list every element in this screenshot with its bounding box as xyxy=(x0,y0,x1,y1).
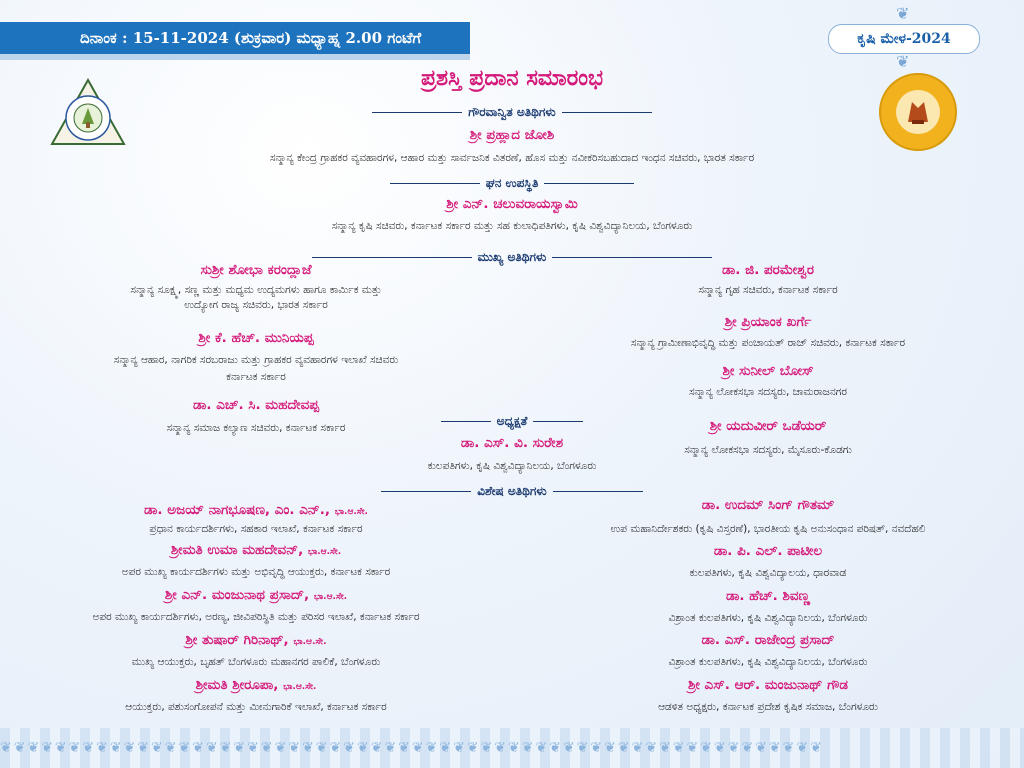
divider-line xyxy=(390,183,480,184)
chief-guest-name: ಸುಶ್ರೀ ಶೋಭಾ ಕರಂದ್ಲಾಜೆ xyxy=(200,262,312,278)
ias-suffix: ಭಾ.ಆ.ಸೇ. xyxy=(283,682,317,692)
ias-suffix: ಭಾ.ಆ.ಸೇ. xyxy=(307,547,342,557)
special-guest-desc: ಉಪ ಮಹಾನಿರ್ದೇಶಕರು (ಕೃಷಿ ವಿಸ್ತರಣೆ), ಭಾರತೀಯ ಕೃಷಿ ಅನುಸಂಧಾನ ಪರಿಷತ್, ನವದೆಹಲಿ xyxy=(610,523,926,535)
special-guest-desc: ಅಪರ ಮುಖ್ಯ ಕಾರ್ಯದರ್ಶಿಗಳು ಮತ್ತು ಅಭಿವೃದ್ಧಿ ಆಯುಕ್ತರು, ಕರ್ನಾಟಕ ಸರ್ಕಾರ xyxy=(121,566,391,578)
ias-suffix: ಭಾ.ಆ.ಸೇ. xyxy=(334,507,368,517)
divider-line xyxy=(544,183,634,184)
divider-line xyxy=(552,257,712,258)
special-guest-name: ಡಾ. ಪಿ. ಎಲ್. ಪಾಟೀಲ xyxy=(713,543,823,559)
section-chair xyxy=(0,414,1024,429)
special-guest-desc: ಅಪರ ಮುಖ್ಯ ಕಾರ್ಯದರ್ಶಿಗಳು, ಅರಣ್ಯ, ಜೀವಿಪರಿಸ್ಥಿತಿ ಮತ್ತು ಪರಿಸರ ಇಲಾಖೆ, ಕರ್ನಾಟಕ ಸರ್ಕಾರ xyxy=(92,611,420,623)
ias-suffix: ಭಾ.ಆ.ಸೇ. xyxy=(293,637,327,647)
chief-guest-name: ಡಾ. ಎಚ್. ಸಿ. ಮಹದೇವಪ್ಪ xyxy=(193,397,319,413)
divider-line xyxy=(441,421,491,422)
page-title: ಪ್ರಶಸ್ತಿ ಪ್ರದಾನ ಸಮಾರಂಭ xyxy=(420,66,604,91)
chair-desc: ಕುಲಪತಿಗಳು, ಕೃಷಿ ವಿಶ್ವವಿದ್ಯಾನಿಲಯ, ಬೆಂಗಳೂರು xyxy=(427,460,597,472)
special-guest-name xyxy=(0,632,512,648)
section-honoured-guests xyxy=(0,105,1024,120)
section-label: ಅಧ್ಯಕ್ಷತೆ xyxy=(496,414,528,428)
divider-line xyxy=(533,421,583,422)
guest-name-text: ಶ್ರೀಮತಿ ಉಮಾ ಮಹದೇವನ್, xyxy=(170,542,304,558)
krishi-mela-badge: ಕೃಷಿ ಮೇಳ-2024 xyxy=(828,24,980,54)
ias-suffix: ಭಾ.ಆ.ಸೇ. xyxy=(313,592,348,602)
guest-name-text: ಶ್ರೀ ತುಷಾರ್ ಗಿರಿನಾಥ್, xyxy=(185,632,289,648)
flourish-bottom-icon: ❦ xyxy=(896,52,910,71)
special-guest-desc: ಆಯುಕ್ತರು, ಪಶುಸಂಗೋಪನೆ ಮತ್ತು ಮೀನುಗಾರಿಕೆ ಇಲಾಖೆ, ಕರ್ನಾಟಕ ಸರ್ಕಾರ xyxy=(125,701,387,713)
special-guest-desc: ಕುಲಪತಿಗಳು, ಕೃಷಿ ವಿಶ್ವವಿದ್ಯಾಲಯ, ಧಾರವಾಡ xyxy=(689,567,847,579)
special-guest-name xyxy=(0,587,512,603)
chair-name: ಡಾ. ಎಸ್. ವಿ. ಸುರೇಶ xyxy=(460,435,564,451)
chief-guest-desc: ಸನ್ಮಾನ್ಯ ಸೂಕ್ಷ್ಮ, ಸಣ್ಣ ಮತ್ತು ಮಧ್ಯಮ ಉದ್ಯಮಗಳು ಹಾಗೂ ಕಾರ್ಮಿಕ ಮತ್ತು xyxy=(130,284,382,296)
special-guest-name xyxy=(0,502,512,518)
special-guest-name: ಶ್ರೀ ಎಸ್. ಆರ್. ಮಂಜುನಾಥ್ ಗೌಡ xyxy=(687,677,849,693)
chief-guest-desc: ಸನ್ಮಾನ್ಯ ಗ್ರಾಮೀಣಾಭಿವೃದ್ಧಿ ಮತ್ತು ಪಂಚಾಯತ್ ರಾಜ್ ಸಚಿವರು, ಕರ್ನಾಟಕ ಸರ್ಕಾರ xyxy=(630,337,906,349)
chief-guest-name: ಶ್ರೀ ಯದುವೀರ್ ಒಡೆಯರ್ xyxy=(709,418,827,434)
date-banner-shadow xyxy=(0,54,470,60)
special-guest-desc: ಆಡಳಿತ ಅಧ್ಯಕ್ಷರು, ಕರ್ನಾಟಕ ಪ್ರದೇಶ ಕೃಷಿಕ ಸಮಾಜ, ಬೆಂಗಳೂರು xyxy=(658,701,878,713)
guest-name: ಶ್ರೀ ಎನ್. ಚಲುವರಾಯಸ್ವಾಮಿ xyxy=(446,196,578,212)
chief-guest-desc: ಕರ್ನಾಟಕ ಸರ್ಕಾರ xyxy=(226,371,286,383)
section-presence xyxy=(0,176,1024,191)
divider-line xyxy=(562,112,652,113)
flourish-top-icon: ❦ xyxy=(896,4,910,23)
special-guest-name xyxy=(0,677,512,693)
divider-line xyxy=(553,491,643,492)
divider-line xyxy=(381,491,471,492)
special-guest-name: ಡಾ. ಎಸ್. ರಾಜೇಂದ್ರ ಪ್ರಸಾದ್ xyxy=(701,632,835,648)
chief-guest-name: ಡಾ. ಜಿ. ಪರಮೇಶ್ವರ xyxy=(721,262,815,278)
special-guest-name xyxy=(0,542,512,558)
section-label: ಘನ ಉಪಸ್ಥಿತಿ xyxy=(485,176,539,190)
section-label: ಮುಖ್ಯ ಅತಿಥಿಗಳು xyxy=(477,250,547,264)
special-guest-name: ಡಾ. ಹೆಚ್. ಶಿವಣ್ಣ xyxy=(725,588,811,604)
special-guest-desc: ವಿಶ್ರಾಂತ ಕುಲಪತಿಗಳು, ಕೃಷಿ ವಿಶ್ವವಿದ್ಯಾನಿಲಯ, ಬೆಂಗಳೂರು xyxy=(668,612,868,624)
special-guest-desc: ಪ್ರಧಾನ ಕಾರ್ಯದರ್ಶಿಗಳು, ಸಹಕಾರ ಇಲಾಖೆ, ಕರ್ನಾಟಕ ಸರ್ಕಾರ xyxy=(149,523,363,535)
chief-guest-desc: ಸನ್ಮಾನ್ಯ ಸಮಾಜ ಕಲ್ಯಾಣ ಸಚಿವರು, ಕರ್ನಾಟಕ ಸರ್ಕಾರ xyxy=(166,422,346,434)
chief-guest-desc: ಸನ್ಮಾನ್ಯ ಗೃಹ ಸಚಿವರು, ಕರ್ನಾಟಕ ಸರ್ಕಾರ xyxy=(698,284,838,296)
guest-desc: ಸನ್ಮಾನ್ಯ ಕೃಷಿ ಸಚಿವರು, ಕರ್ನಾಟಕ ಸರ್ಕಾರ ಮತ್ತು ಸಹ ಕುಲಾಧಿಪತಿಗಳು, ಕೃಷಿ ವಿಶ್ವವಿದ್ಯಾನಿಲಯ, ಬೆಂಗಳೂರು xyxy=(331,220,693,232)
section-label: ವಿಶೇಷ ಅತಿಥಿಗಳು xyxy=(477,484,547,498)
chief-guest-name: ಶ್ರೀ ಸುನೀಲ್ ಬೋಸ್ xyxy=(722,363,814,379)
chief-guest-name: ಶ್ರೀ ಪ್ರಿಯಾಂಕ ಖರ್ಗೆ xyxy=(724,314,812,330)
divider-line xyxy=(312,257,472,258)
divider-line xyxy=(372,112,462,113)
section-label: ಗೌರವಾನ್ವಿತ ಅತಿಥಿಗಳು xyxy=(468,105,556,119)
guest-desc: ಸನ್ಮಾನ್ಯ ಕೇಂದ್ರ ಗ್ರಾಹಕರ ವ್ಯವಹಾರಗಳ, ಆಹಾರ ಮತ್ತು ಸಾರ್ವಜನಿಕ ವಿತರಣೆ, ಹೊಸ ಮತ್ತು ನವೀಕರಿಸಬಹುದಾದ ಇಂಧನ ಸಚಿವರು, ಭಾರತ ಸರ್ಕಾರ xyxy=(269,152,755,164)
guest-name-text: ಡಾ. ಅಜಯ್ ನಾಗಭೂಷಣ, ಎಂ. ಎನ್., xyxy=(144,502,330,518)
special-guest-desc: ಮುಖ್ಯ ಆಯುಕ್ತರು, ಬೃಹತ್ ಬೆಂಗಳೂರು ಮಹಾನಗರ ಪಾಲಿಕೆ, ಬೆಂಗಳೂರು xyxy=(131,656,381,668)
guest-name: ಶ್ರೀ ಪ್ರಹ್ಲಾದ ಜೋಶಿ xyxy=(469,127,555,143)
chief-guest-desc: ಉದ್ಯೋಗ ರಾಜ್ಯ ಸಚಿವರು, ಭಾರತ ಸರ್ಕಾರ xyxy=(184,299,328,311)
chief-guest-desc: ಸನ್ಮಾನ್ಯ ಲೋಕಸಭಾ ಸದಸ್ಯರು, ಮೈಸೂರು-ಕೊಡಗು xyxy=(684,444,852,456)
date-banner: ದಿನಾಂಕ : 15-11-2024 (ಶುಕ್ರವಾರ) ಮಧ್ಯಾಹ್ನ 2.00 ಗಂಟೆಗೆ xyxy=(0,22,470,54)
chief-guest-desc: ಸನ್ಮಾನ್ಯ ಆಹಾರ, ನಾಗರಿಕ ಸರಬರಾಜು ಮತ್ತು ಗ್ರಾಹಕರ ವ್ಯವಹಾರಗಳ ಇಲಾಖೆ ಸಚಿವರು xyxy=(113,354,399,366)
chief-guest-desc: ಸನ್ಮಾನ್ಯ ಲೋಕಸಭಾ ಸದಸ್ಯರು, ಚಾಮರಾಜನಗರ xyxy=(689,386,847,398)
guest-name-text: ಶ್ರೀ ಎನ್. ಮಂಜುನಾಥ ಪ್ರಸಾದ್, xyxy=(164,587,310,603)
decorative-pattern-icon: ❦❦❦❦❦❦❦❦❦❦❦❦❦❦❦❦❦❦❦❦❦❦❦❦❦❦❦❦❦❦❦❦❦❦❦❦❦❦❦❦❦❦❦❦❦❦❦❦❦❦❦❦❦❦❦❦❦❦❦❦ xyxy=(0,740,824,754)
special-guest-desc: ವಿಶ್ರಾಂತ ಕುಲಪತಿಗಳು, ಕೃಷಿ ವಿಶ್ವವಿದ್ಯಾನಿಲಯ, ಬೆಂಗಳೂರು xyxy=(668,656,868,668)
special-guest-name: ಡಾ. ಉದಮ್ ಸಿಂಗ್ ಗೌತಮ್ xyxy=(701,497,835,513)
chief-guest-name: ಶ್ರೀ ಕೆ. ಹೆಚ್. ಮುನಿಯಪ್ಪ xyxy=(198,330,314,346)
guest-name-text: ಶ್ರೀಮತಿ ಶ್ರೀರೂಪಾ, xyxy=(195,677,279,693)
